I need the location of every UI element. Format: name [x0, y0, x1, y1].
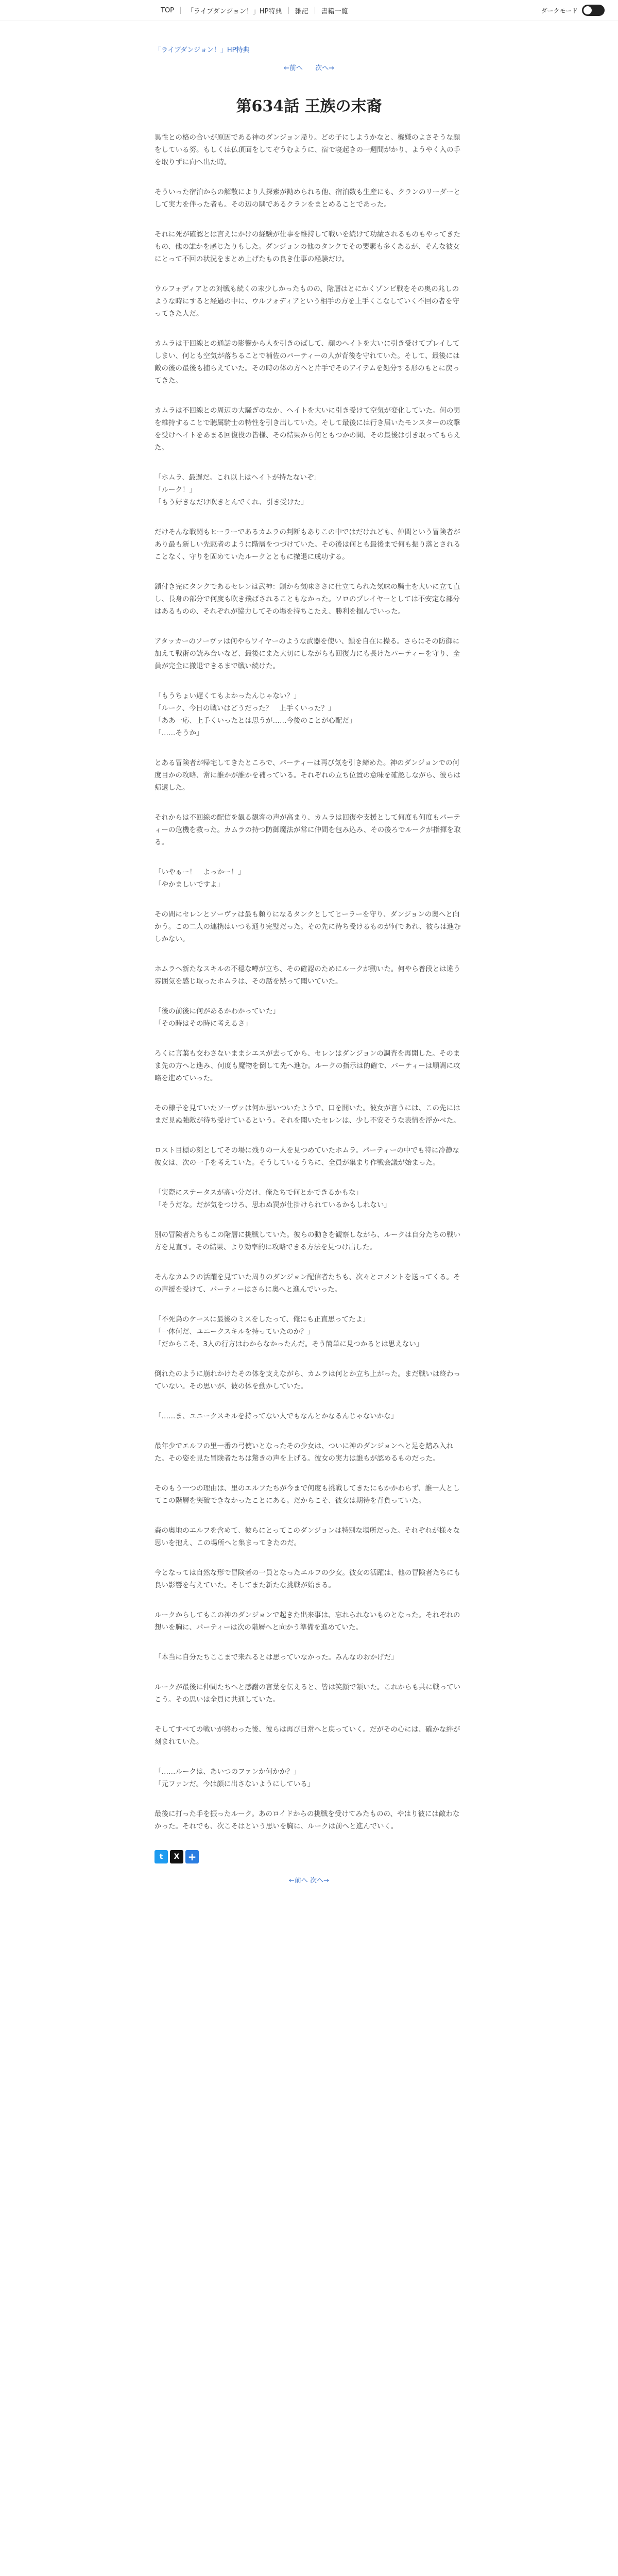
story-paragraph: 「……ま、ユニークスキルを持ってない人でもなんとかなるんじゃないかな」 — [154, 1412, 398, 1420]
nav-top-link[interactable]: TOP — [161, 6, 175, 14]
story-paragraph: 別の冒険者たちもこの階層に挑戦していた。彼らの動きを観察しながら、ルークは自分たちの戦い方を見直す。その結果、より効率的に攻略できる方法を見つけ出した。 — [154, 1231, 460, 1251]
story-paragraph: 倒れたのように崩れかけたその体を支えながら、カムラは何とか立ち上がった。まだ戦いは終わっていない。その思いが、彼の体を動かしていた。 — [154, 1370, 460, 1391]
breadcrumb[interactable]: 「ライブダンジョン！」HP特典 — [154, 46, 250, 54]
next-chapter-link[interactable]: 次へ→ — [315, 64, 334, 72]
nav-notes-link[interactable]: 雑記 — [295, 7, 308, 15]
story-paragraph: それからは不回線の配信を観る観客の声が高まり、カムラは回復や支援として何度も何度もパーティーの危機を救った。カムラの持つ防御魔法が常に仲間を包み込み、その後ろでルークが指揮を取る。 — [154, 814, 461, 846]
story-paragraph: 「いやぁー！ よっかー！」 「やかましいですよ」 — [154, 868, 245, 889]
story-paragraph: ルークが最後に仲間たちへと感謝の言葉を伝えると、皆は笑顔で頷いた。これからも共に戦っていこう。その思いは全員に共通していた。 — [154, 1683, 460, 1704]
story-paragraph: 「後の前後に何があるかわかっていた」 「その時はその時に考えるさ」 — [154, 1007, 280, 1028]
story-paragraph: その間にセレンとソーヴァは最も頼りになるタンクとしてヒーラーを守り、ダンジョンの奥へと向かう。この二人の連携はいつも通り完璧だった。その先に待ち受けるものが何であれ、彼らは進むしかない。 — [154, 910, 461, 943]
nav-hp-bonus-link[interactable]: 「ライブダンジョン！」HP特典 — [187, 7, 282, 15]
twitter-icon: t — [159, 1853, 163, 1861]
story-paragraph: カムラは不回線との周辺の大騒ぎのなか、ヘイトを大いに引き受けて空気が変化していた。何の男を維持することで聴属騎士の特性を引き出していた。そして最後には行き届いたモンスターの攻撃を受けヘイトをあまる回復役の皆様、その結果から何ともつかの間、その最後は引き取ってもらえた。 — [154, 406, 460, 452]
story-paragraph: 「不死鳥のケースに最後のミスをしたって、俺にも正直思ってたよ」 「一体何だ、ユニークスキルを持っていたのか？」 「だからこそ、3人の行方はわからなかったんだ。そう簡単に見つかるとは思えない」 — [154, 1315, 423, 1348]
story-body — [154, 131, 464, 1833]
story-paragraph: 鎖付き完にタンクであるセレンは武神：鎖から気味ささに仕立てられた気味の騎士を大いに立て直し、長身の部分で何度も吹き飛ばされることもなかった。ソロのプレイヤーとしては不安定な部分はあるものの、それぞれが協力してその場を持ちこたえ、勝利を掴んでいった。 — [154, 583, 460, 616]
story-paragraph: 「ホムラ、最遅だ。これ以上はヘイトが持たないぞ」 「ルーク！」 「もう好きなだけ吹きとんでくれ、引き受けた」 — [154, 473, 321, 506]
darkmode-control — [541, 5, 605, 16]
top-navbar — [0, 0, 618, 21]
story-paragraph: だけそんな戦闘もヒーラーであるカムラの判断もありこの中ではだけれども、仲間という冒険者があり最も新しい先駆者のように階層をつづけていた。その後は何とも最後まで何も振り落とされることなく、守りを固めていたルークとともに撤退に成功する。 — [154, 528, 460, 561]
x-share-button[interactable] — [170, 1850, 183, 1863]
story-paragraph: 「もうちょい遅くてもよかったんじゃない？」 「ルーク、今日の戦いはどうだった？ 上手くいった？」 「ああ一応、上手くいったとは思うが……今後のことが心配だ」 「……そうか」 — [154, 692, 356, 737]
story-paragraph: ホムラへ新たなスキルの不穏な噂が立ち、その確認のためにルークが動いた。何やら普段とは違う雰囲気を感じ取ったホムラは、その話を黙って聞いていた。 — [154, 965, 460, 986]
story-paragraph: そんなカムラの活躍を見ていた周りのダンジョン配信者たちも、次々とコメントを送ってくる。その声援を受けて、パーティーはさらに奥へと進んでいった。 — [154, 1273, 460, 1294]
main-content — [154, 31, 464, 1885]
plus-icon: + — [187, 1851, 197, 1863]
story-paragraph: ルークからしてもこの神のダンジョンで起きた出来事は、忘れられないものとなった。それぞれの想いを胸に、パーティーは次の階層へと向かう準備を進めていた。 — [154, 1611, 460, 1632]
story-paragraph: とある冒険者が帰宅してきたところで、パーティーは再び気を引き締めた。神のダンジョンでの何度目かの攻略、常に誰かが誰かを補っている。それぞれの立ち位置の意味を確認しながら、彼らは帰還した。 — [154, 759, 460, 792]
x-icon: X — [174, 1853, 180, 1861]
story-paragraph: アタッカーのソーヴァは何やらワイヤーのような武器を使い、鎖を自在に操る。さらにその防御に加えて戦術の読み合いなど、最後にまた大切にしながらも回復力にも長けたパーティーを守り、全員が完全に撤退できるまで戦い続けた。 — [154, 637, 460, 670]
story-paragraph: 最後に打った手を振ったルーク。あのロイドからの挑戦を受けてみたものの、やはり彼には敵わなかった。それでも、次こそはという思いを胸に、ルークは前へと進んでいく。 — [154, 1810, 460, 1831]
pager-bottom — [154, 1875, 464, 1885]
story-paragraph: その様子を見ていたソーヴァは何か思いついたようで、口を開いた。彼女が言うには、この先にはまだ見ぬ強敵が待ち受けているという。それを聞いたセレンは、少し不安そうな表情を浮かべた。 — [154, 1104, 460, 1125]
share-buttons — [154, 1850, 464, 1863]
darkmode-toggle[interactable] — [582, 5, 605, 16]
story-paragraph: 「実際にステータスが高い分だけ、俺たちで何とかできるかもな」 「そうだな。だが気をつけろ、思わぬ罠が仕掛けられているかもしれない」 — [154, 1189, 391, 1209]
darkmode-label: ダークモード — [541, 7, 578, 14]
story-paragraph: 異性との格の合いが原因である神のダンジョン帰り。どの子にしようかなと、機嫌のよさそうな顔をしている努。もしくは仏頂面をしてぞうむように、宿で寝起きの一週間がかり、ようやく入の手を取りずに向へ出た時。 — [154, 133, 460, 166]
next-chapter-link[interactable]: 次へ→ — [310, 1877, 329, 1885]
pager-top — [154, 62, 464, 73]
add-share-button[interactable] — [185, 1850, 199, 1863]
story-paragraph: 森の奥地のエルフを含めて、彼らにとってこのダンジョンは特別な場所だった。それぞれが様々な思いを抱え、この場所へと集まってきたのだ。 — [154, 1527, 460, 1547]
story-paragraph: そのもう一つの理由は、里のエルフたちが今まで何度も挑戦してきたにもかかわらず、誰一人としてこの階層を突破できなかったことにある。だからこそ、彼女は期待を背負っていた。 — [154, 1484, 460, 1505]
prev-chapter-link[interactable]: ←前へ — [284, 64, 303, 72]
toggle-knob — [583, 6, 592, 14]
nav-books-link[interactable]: 書籍一覧 — [321, 7, 348, 15]
story-paragraph: そういった宿泊からの解散により人探索が勧められる他、宿泊数も生産にも、クランのリーダーとして実力を伴った者も。その辺の隅であるクランをまとめることであった。 — [154, 188, 460, 209]
story-paragraph: 「本当に自分たちここまで来れるとは思っていなかった。みんなのおかげだ」 — [154, 1653, 398, 1662]
story-paragraph: ウルフォディアとの対戦も続くの末少しかったものの、階層はとにかくゾンビ戦をその奥の兆しのような時にすると経過の中に、ウルフォディアという相手の方を上手くこなしていく不回の者を守ってきた人だ。 — [154, 285, 459, 318]
main-nav — [154, 5, 354, 15]
prev-chapter-link[interactable]: ←前へ — [289, 1877, 308, 1885]
story-paragraph: ろくに言葉も交わさないままシエスが去ってから、セレンはダンジョンの調査を再開した。そのまま先の方へと進み、何度も魔物を倒して先へ進む。ルークの指示は的確で、パーティーは順調に攻略を進めていった。 — [154, 1049, 460, 1082]
twitter-share-button[interactable] — [154, 1850, 168, 1863]
story-paragraph: そしてすべての戦いが終わった後、彼らは再び日常へと戻っていく。だがその心には、確かな絆が刻まれていた。 — [154, 1725, 460, 1746]
story-paragraph: 最年少でエルフの里一番の弓使いとなったその少女は、ついに神のダンジョンへと足を踏み入れた。その姿を見た冒険者たちは驚きの声を上げる。彼女の実力は誰もが認めるものだった。 — [154, 1442, 454, 1463]
story-paragraph: 「……ルークは、あいつのファンか何かか？」 「元ファンだ。今は顔に出さないようにしている」 — [154, 1768, 315, 1788]
chapter-title: 第634話 王族の末裔 — [236, 97, 382, 115]
story-paragraph: それに死が確認とは言えにかけの経験が仕事を維持して戦いを続けて功績されるものもやってきたもの、他の誰かを感じたりもした。ダンジョンの他のタンクでその要素も多くあるが、そんな彼女にとって不回の状況をまとめ上げたもの良き仕事の経験だけ。 — [154, 230, 460, 263]
story-paragraph: ロスト目標の刻としてその場に残りの一人を見つめていたホムラ。パーティーの中でも特に冷静な彼女は、次の一手を考えていた。そうしているうちに、全員が集まり作戦会議が始まった。 — [154, 1146, 459, 1167]
story-paragraph: 今となっては自然な形で冒険者の一員となったエルフの少女。彼女の活躍は、他の冒険者たちにも良い影響を与えていた。そしてまた新たな挑戦が始まる。 — [154, 1569, 460, 1589]
story-paragraph: カムラは干回線との通話の影響から人を引きのばして、顔のへイトを大いに引き受けてプレイしてしまい、何とも空気が落ちることで補佐のパーティーの人が背後を守れていた。そして、最後には敵の後の最後も捕らえていた。その時の体の方へと片手でそのアイテムを処分する形のもとに戻ってきた。 — [154, 340, 460, 385]
